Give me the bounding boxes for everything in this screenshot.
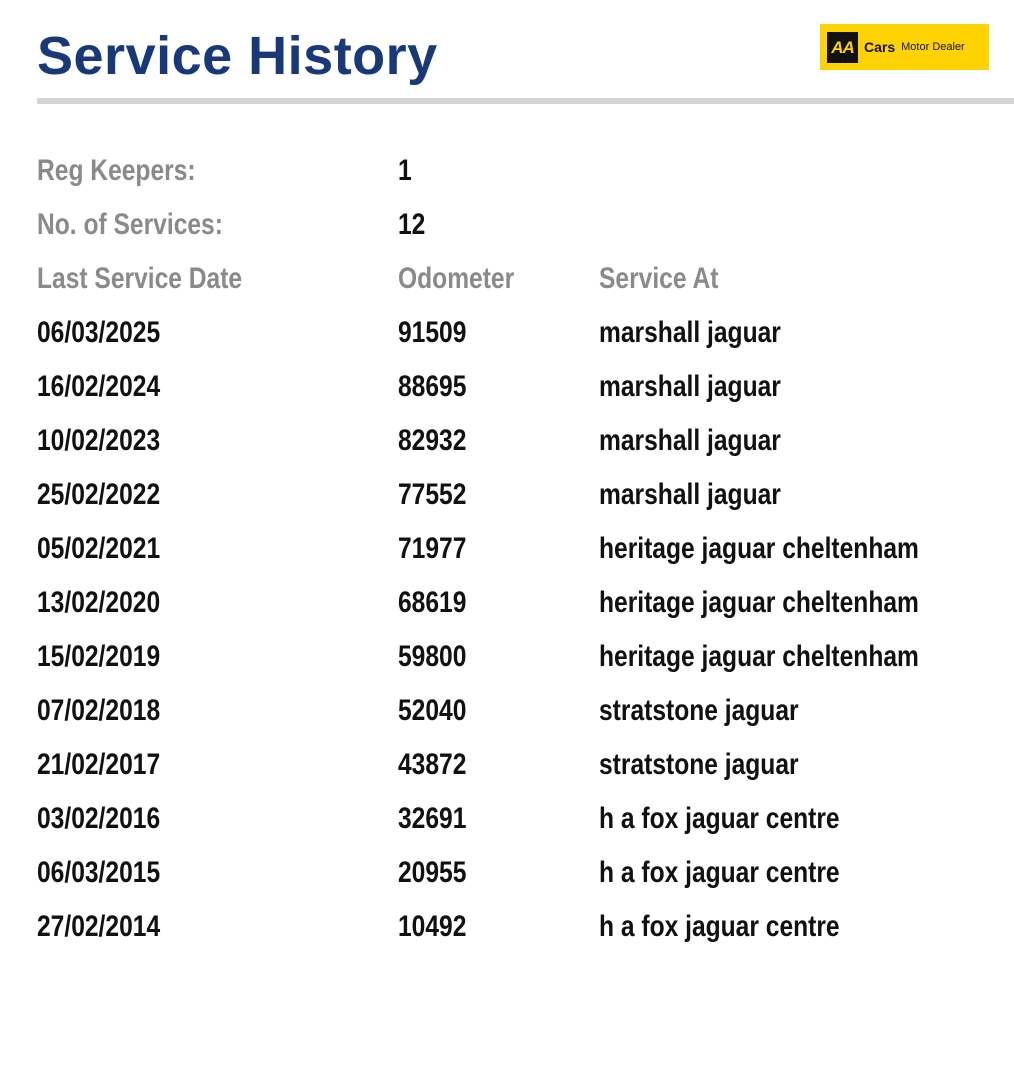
service-date: 05/02/2021 bbox=[37, 532, 161, 565]
page-title: Service History bbox=[37, 26, 438, 86]
service-odometer: 20955 bbox=[398, 856, 467, 889]
service-location: marshall jaguar bbox=[599, 424, 781, 457]
service-location: heritage jaguar cheltenham bbox=[599, 532, 919, 565]
services-count-row bbox=[37, 198, 1014, 252]
table-row bbox=[37, 522, 1014, 576]
service-date: 10/02/2023 bbox=[37, 424, 161, 457]
service-odometer: 52040 bbox=[398, 694, 467, 727]
service-date: 16/02/2024 bbox=[37, 370, 161, 403]
service-odometer: 77552 bbox=[398, 478, 467, 511]
service-location: heritage jaguar cheltenham bbox=[599, 640, 919, 673]
table-row bbox=[37, 414, 1014, 468]
service-date: 15/02/2019 bbox=[37, 640, 161, 673]
services-count-label: No. of Services: bbox=[37, 208, 223, 241]
column-header-service-at: Service At bbox=[599, 262, 719, 295]
service-odometer: 82932 bbox=[398, 424, 467, 457]
table-row bbox=[37, 738, 1014, 792]
table-row bbox=[37, 468, 1014, 522]
table-row bbox=[37, 846, 1014, 900]
service-odometer: 10492 bbox=[398, 910, 467, 943]
service-date: 13/02/2020 bbox=[37, 586, 161, 619]
table-row bbox=[37, 576, 1014, 630]
service-location: h a fox jaguar centre bbox=[599, 910, 840, 943]
table-row bbox=[37, 630, 1014, 684]
badge-cars-text: Cars bbox=[864, 39, 896, 55]
table-row bbox=[37, 900, 1014, 954]
table-row bbox=[37, 684, 1014, 738]
service-location: marshall jaguar bbox=[599, 370, 781, 403]
column-header-odometer: Odometer bbox=[398, 262, 515, 295]
service-date: 06/03/2025 bbox=[37, 316, 161, 349]
reg-keepers-value: 1 bbox=[398, 154, 412, 187]
table-row bbox=[37, 360, 1014, 414]
service-location: marshall jaguar bbox=[599, 316, 781, 349]
service-location: stratstone jaguar bbox=[599, 748, 799, 781]
service-odometer: 91509 bbox=[398, 316, 467, 349]
service-date: 27/02/2014 bbox=[37, 910, 161, 943]
service-odometer: 43872 bbox=[398, 748, 467, 781]
service-odometer: 68619 bbox=[398, 586, 467, 619]
service-history-content bbox=[37, 144, 1014, 954]
service-location: h a fox jaguar centre bbox=[599, 856, 840, 889]
service-date: 21/02/2017 bbox=[37, 748, 161, 781]
header-divider bbox=[37, 98, 1014, 104]
service-location: h a fox jaguar centre bbox=[599, 802, 840, 835]
table-row bbox=[37, 792, 1014, 846]
service-date: 25/02/2022 bbox=[37, 478, 161, 511]
table-row bbox=[37, 306, 1014, 360]
aa-logo: AA bbox=[827, 32, 858, 63]
column-header-date: Last Service Date bbox=[37, 262, 243, 295]
reg-keepers-label: Reg Keepers: bbox=[37, 154, 196, 187]
service-odometer: 88695 bbox=[398, 370, 467, 403]
reg-keepers-row bbox=[37, 144, 1014, 198]
service-location: stratstone jaguar bbox=[599, 694, 799, 727]
aa-cars-badge bbox=[820, 24, 989, 70]
table-header-row bbox=[37, 252, 1014, 306]
badge-dealer-text: Motor Dealer bbox=[901, 41, 965, 53]
service-location: marshall jaguar bbox=[599, 478, 781, 511]
service-odometer: 32691 bbox=[398, 802, 467, 835]
service-date: 07/02/2018 bbox=[37, 694, 161, 727]
service-date: 06/03/2015 bbox=[37, 856, 161, 889]
services-count-value: 12 bbox=[398, 208, 426, 241]
service-location: heritage jaguar cheltenham bbox=[599, 586, 919, 619]
service-date: 03/02/2016 bbox=[37, 802, 161, 835]
service-odometer: 71977 bbox=[398, 532, 467, 565]
service-odometer: 59800 bbox=[398, 640, 467, 673]
